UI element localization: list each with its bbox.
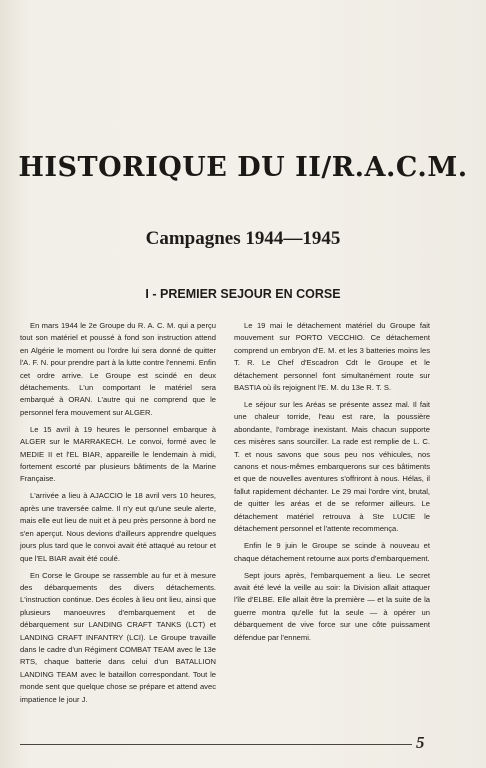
- paragraph: Le 19 mai le détachement matériel du Groupe fait mouvement sur PORTO VECCHIO. Ce détachement comprend un embryon d'E. M. et les 3 batteries moins les T. R. Le Chef d'Escadron Cdt le Groupe et le détachement personnel font simultanément route sur BASTIA où ils rejoignent l'E. M. du 13e R. T. S.: [234, 321, 430, 393]
- paragraph: Sept jours après, l'embarquement a lieu. Le secret avait été levé la veille au soir: la Division allait attaquer l'île d'ELBE. Elle allait être la première — et la suite de la guerre montra qu'elle fut la seule — à opérer un débarquement de vive force sur une côte puissament défendue par l'ennemi.: [234, 570, 430, 642]
- paragraph: Le 15 avril à 19 heures le personnel embarque à ALGER sur le MARRAKECH. Le convoi, formé avec le MEDIE II et l'EL BIAR, appareille le lendemain à midi, fortement escorté par plusieurs bâtiments de la Marine Française.: [20, 424, 216, 484]
- right-text-column: [234, 320, 430, 649]
- document-subtitle: Campagnes 1944—1945: [145, 228, 341, 249]
- footer-rule: [20, 744, 412, 745]
- left-text-column: [20, 320, 216, 711]
- paragraph: Le séjour sur les Aréas se présente assez mal. Il fait une chaleur torride, l'eau est rare, la poussière abondante, l'ombrage inexistant. Mais chacun supporte ces misères sans sourciller. La rade est remplie de L. C. T. et nous savons que sous peu nos véhicules, nos canons et nous-mêmes embarquerons sur ces bâtiments et que de nouvelles aventures s'offriront à nous. Hélas, il fallut rapidement déchanter. Le 29 mai l'ordre vint, brutal, de quitter les aréas et de se reformer ailleurs. Le détachement matériel retrouva à Ste LUCIE le détachement personnel et l'attente recommença.: [234, 400, 430, 534]
- paragraph: En Corse le Groupe se rassemble au fur et à mesure des débarquements des divers détachements. L'instruction continue. Des écoles à lieu ont lieu, ainsi que plusieurs manoeuvres d'embarquement et de débarquement sur LANDING CRAFT TANKS (LCT) et LANDING CRAFT INFANTRY (LCI). Le Groupe travaille dans le cadre d'un Régiment COMBAT TEAM avec le 13e RTS, chaque batterie dans celui d'un BATALLION LANDING TEAM avec le bataillon correspondant. Tout le monde sent que quelque chose se prépare et attend avec impatience le jour J.: [20, 570, 216, 704]
- section-heading: I - PREMIER SEJOUR EN CORSE: [145, 287, 341, 301]
- page-number: 5: [416, 733, 425, 752]
- paragraph: Enfin le 9 juin le Groupe se scinde à nouveau et chaque détachement retourne aux ports d'embarquement.: [234, 541, 430, 563]
- document-title: HISTORIQUE DU II/R.A.C.M.: [18, 152, 468, 183]
- paragraph: L'arrivée a lieu à AJACCIO le 18 avril vers 10 heures, après une traversée calme. Il n'y eut qu'une seule alerte, mais elle eut lieu de nuit et à peu près personne à bord ne s'en aperçut. Nous devions d'ailleurs apprendre quelques jours plus tard que le convoi avait été attaqué au retour et que l'EL BIAR avait été coulé.: [20, 491, 216, 563]
- paragraph: En mars 1944 le 2e Groupe du R. A. C. M. qui a perçu tout son matériel et poussé à fond son instruction attend en Algérie le moment ou l'ordre lui sera donné de quitter l'A. F. N. pour prendre part à la lutte contre l'ennemi. Enfin cet ordre arrive. Le Groupe est scindé en deux détachements. L'un comportant le matériel sera embarqué à ORAN. L'autre qui ne comprend que le personnel fera mouvement sur ALGER.: [20, 321, 216, 417]
